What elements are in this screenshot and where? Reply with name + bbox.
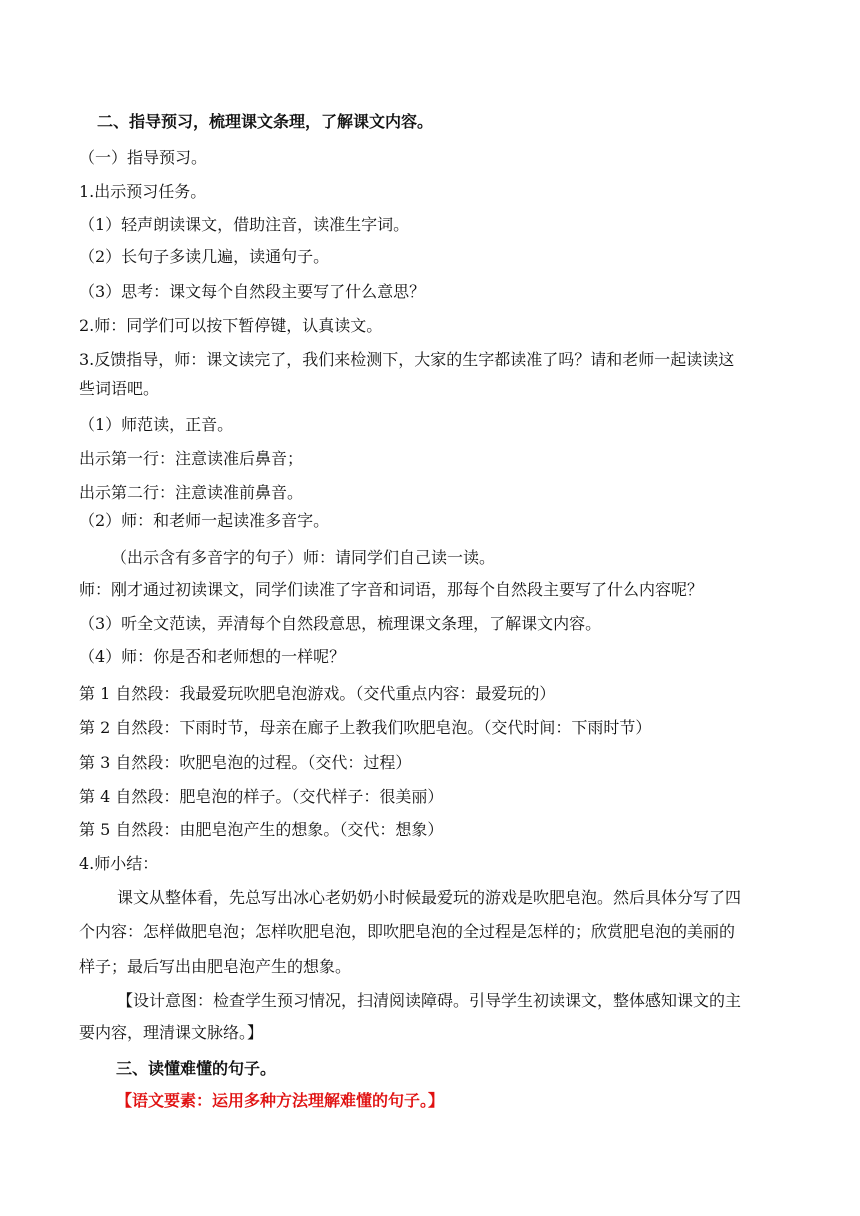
step-3-item: 师：刚才通过初读课文，同学们读准了字音和词语，那每个自然段主要写了什么内容呢？ xyxy=(79,580,704,599)
paragraph-summary: 第 2 自然段：下雨时节，母亲在廊子上教我们吹肥皂泡。（交代时间：下雨时节） xyxy=(79,718,652,737)
design-intent-line: 要内容，理清课文脉络。】 xyxy=(79,1023,264,1042)
paragraph-summary: 第 4 自然段：肥皂泡的样子。（交代样子：很美丽） xyxy=(79,787,444,806)
language-element-note: 【语文要素：运用多种方法理解难懂的句子。】 xyxy=(116,1091,445,1110)
summary-line: 个内容：怎样做肥皂泡；怎样吹肥皂泡，即吹肥皂泡的全过程是怎样的；欣赏肥皂泡的美丽的 xyxy=(79,922,736,941)
step-3-item: 出示第一行：注意读准后鼻音； xyxy=(79,449,304,468)
section-2-heading: 二、指导预习，梳理课文条理，了解课文内容。 xyxy=(97,112,434,131)
task-item: （3）思考：课文每个自然段主要写了什么意思？ xyxy=(79,282,426,301)
step-3-item: （1）师范读，正音。 xyxy=(79,415,234,434)
step-3-line: 些词语吧。 xyxy=(79,379,160,398)
design-intent-line: 【设计意图：检查学生预习情况，扫清阅读障碍。引导学生初读课文，整体感知课文的主 xyxy=(117,991,742,1010)
subsection-preview: （一）指导预习。 xyxy=(79,148,208,167)
summary-line: 课文从整体看，先总写出冰心老奶奶小时候最爱玩的游戏是吹肥皂泡。然后具体分写了四 xyxy=(117,888,742,907)
step-4: 4.师小结： xyxy=(79,854,159,873)
summary-line: 样子；最后写出由肥皂泡产生的想象。 xyxy=(79,957,352,976)
task-item: （1）轻声朗读课文，借助注音，读准生字词。 xyxy=(79,215,410,234)
paragraph-summary: 第 3 自然段：吹肥皂泡的过程。（交代：过程） xyxy=(79,753,412,772)
step-3-item: （出示含有多音字的句子）师：请同学们自己读一读。 xyxy=(111,548,496,567)
step-3-line: 3.反馈指导，师：课文读完了，我们来检测下，大家的生字都读准了吗？请和老师一起读读这 xyxy=(79,350,735,369)
step-1: 1.出示预习任务。 xyxy=(79,182,207,201)
step-2: 2.师：同学们可以按下暂停键，认真读文。 xyxy=(79,316,383,335)
paragraph-summary: 第 5 自然段：由肥皂泡产生的想象。（交代：想象） xyxy=(79,820,444,839)
task-item: （2）长句子多读几遍，读通句子。 xyxy=(79,247,330,266)
step-3-item: （2）师：和老师一起读准多音字。 xyxy=(79,511,330,530)
step-3-item: （3）听全文范读，弄清每个自然段意思，梳理课文条理，了解课文内容。 xyxy=(79,614,602,633)
step-3-item: 出示第二行：注意读准前鼻音。 xyxy=(79,483,304,502)
paragraph-summary: 第 1 自然段：我最爱玩吹肥皂泡游戏。（交代重点内容：最爱玩的） xyxy=(79,684,556,703)
step-3-item: （4）师：你是否和老师想的一样呢？ xyxy=(79,647,346,666)
section-3-heading: 三、读懂难懂的句子。 xyxy=(116,1059,277,1078)
